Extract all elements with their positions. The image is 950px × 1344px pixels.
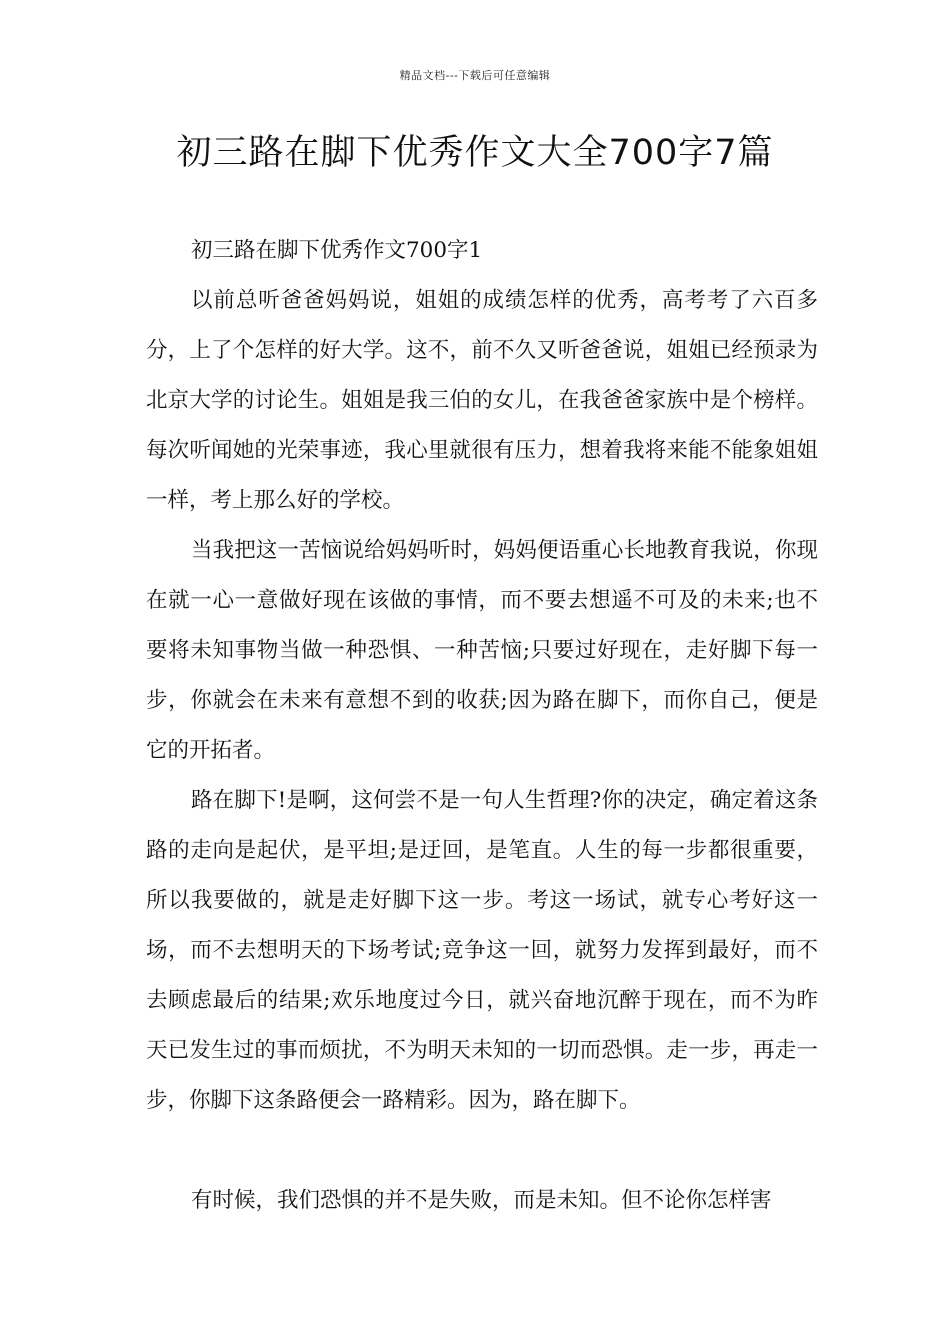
paragraph-3: 路在脚下!是啊，这何尝不是一句人生哲理?你的决定，确定着这条路的走向是起伏，是平坦;是迂回，是笔直。人生的每一步都很重要，所以我要做的，就是走好脚下这一步。考这一场试，就专心考好这一场，而不去想明天的下场考试;竞争这一回，就努力发挥到最好，而不去顾虑最后的结果;欢乐地度过今日，就兴奋地沉醉于现在，而不为昨天已发生过的事而烦扰，不为明天未知的一切而恐惧。走一步，再走一步，你脚下这条路便会一路精彩。因为，路在脚下。 (146, 788, 818, 1113)
document-body (146, 226, 818, 1226)
section-subtitle: 初三路在脚下优秀作文700字1 (191, 238, 483, 263)
paragraph-2: 当我把这一苦恼说给妈妈听时，妈妈便语重心长地教育我说，你现在就一心一意做好现在该做的事情，而不要去想遥不可及的未来;也不要将未知事物当做一种恐惧、一种苦恼;只要过好现在，走好脚下每一步，你就会在未来有意想不到的收获;因为路在脚下，而你自己，便是它的开拓者。 (146, 538, 818, 763)
document-title: 初三路在脚下优秀作文大全700字7篇 (176, 133, 774, 173)
paragraph-4: 有时候，我们恐惧的并不是失败，而是未知。但不论你怎样害 (191, 1188, 772, 1213)
header-note: 精品文档---下载后可任意编辑 (399, 69, 551, 82)
paragraph-1: 以前总听爸爸妈妈说，姐姐的成绩怎样的优秀，高考考了六百多分，上了个怎样的好大学。这不，前不久又听爸爸说，姐姐已经预录为北京大学的讨论生。姐姐是我三伯的女儿，在我爸爸家族中是个榜样。每次听闻她的光荣事迹，我心里就很有压力，想着我将来能不能象姐姐一样，考上那么好的学校。 (146, 288, 818, 513)
